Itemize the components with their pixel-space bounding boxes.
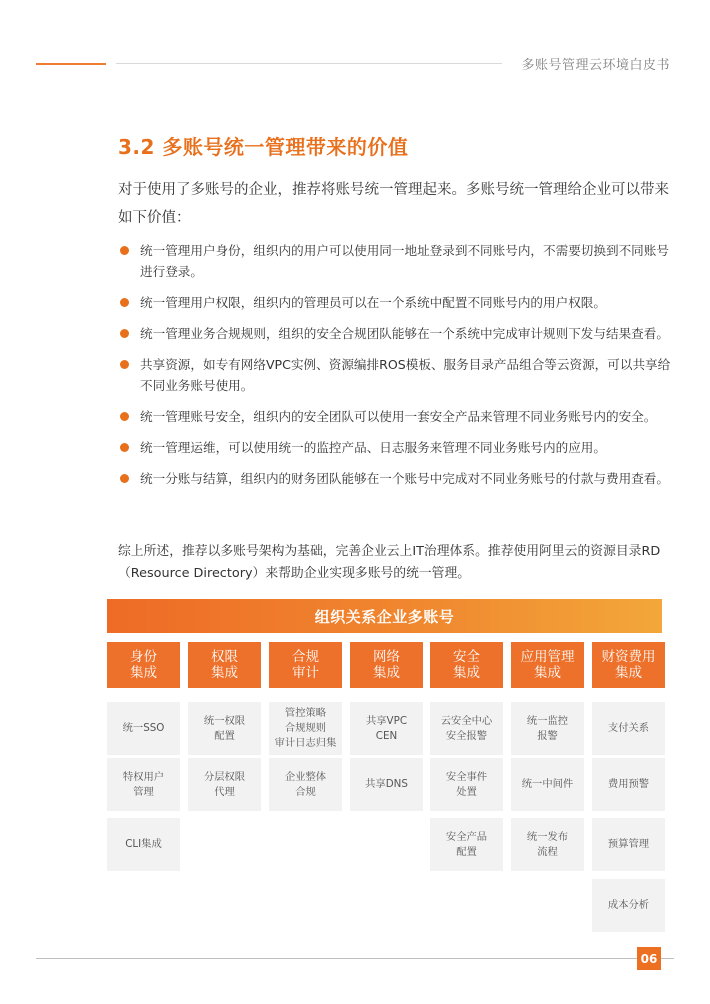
category-header: 网络 集成 bbox=[350, 642, 423, 688]
page-number: 06 bbox=[637, 947, 661, 970]
bullet-dot-icon bbox=[120, 474, 129, 483]
capability-cell: CLI集成 bbox=[107, 818, 180, 871]
intro-paragraph: 对于使用了多账号的企业，推荐将账号统一管理起来。多账号统一管理给企业可以带来如下价值： bbox=[118, 182, 669, 226]
capability-cell: 统一发布 流程 bbox=[511, 818, 584, 871]
value-list bbox=[118, 240, 674, 499]
list-item: 统一管理用户权限，组织内的管理员可以在一个系统中配置不同账号内的用户权限。 bbox=[118, 292, 674, 313]
capability-cell: 统一SSO bbox=[107, 702, 180, 755]
capability-cell: 特权用户 管理 bbox=[107, 758, 180, 811]
category-header: 应用管理 集成 bbox=[511, 642, 584, 688]
bullet-dot-icon bbox=[120, 443, 129, 452]
capability-cell: 管控策略 合规规则 审计日志归集 bbox=[269, 702, 342, 755]
capability-cell: 费用预警 bbox=[592, 758, 665, 811]
category-header: 安全 集成 bbox=[430, 642, 503, 688]
summary-paragraph: 综上所述，推荐以多账号架构为基础，完善企业云上IT治理体系。推荐使用阿里云的资源目录RD（Resource Directory）来帮助企业实现多账号的统一管理。 bbox=[118, 544, 661, 581]
capability-cell: 云安全中心 安全报警 bbox=[430, 702, 503, 755]
section-title: 3.2 多账号统一管理带来的价值 bbox=[118, 135, 409, 159]
list-item: 统一分账与结算，组织内的财务团队能够在一个账号中完成对不同业务账号的付款与费用查看。 bbox=[118, 468, 674, 489]
header-accent-line bbox=[36, 63, 106, 65]
category-header: 合规 审计 bbox=[269, 642, 342, 688]
capability-cell: 安全产品 配置 bbox=[430, 818, 503, 871]
list-item: 共享资源，如专有网络VPC实例、资源编排ROS模板、服务目录产品组合等云资源，可以共享给不同业务账号使用。 bbox=[118, 354, 674, 396]
capability-cell: 分层权限 代理 bbox=[188, 758, 261, 811]
capability-cell: 预算管理 bbox=[592, 818, 665, 871]
capability-cell: 统一中间件 bbox=[511, 758, 584, 811]
list-item: 统一管理账号安全，组织内的安全团队可以使用一套安全产品来管理不同业务账号内的安全。 bbox=[118, 406, 674, 427]
header-title: 多账号管理云环境白皮书 bbox=[521, 58, 670, 73]
capability-cell: 安全事件 处置 bbox=[430, 758, 503, 811]
bullet-dot-icon bbox=[120, 246, 129, 255]
category-header: 财资费用 集成 bbox=[592, 642, 665, 688]
list-item: 统一管理用户身份，组织内的用户可以使用同一地址登录到不同账号内，不需要切换到不同账号进行登录。 bbox=[118, 240, 674, 282]
bullet-dot-icon bbox=[120, 412, 129, 421]
capability-cell: 成本分析 bbox=[592, 879, 665, 932]
capability-cell: 共享VPC CEN bbox=[350, 702, 423, 755]
capability-cell: 共享DNS bbox=[350, 758, 423, 811]
capability-cell: 企业整体 合规 bbox=[269, 758, 342, 811]
category-header: 权限 集成 bbox=[188, 642, 261, 688]
bullet-dot-icon bbox=[120, 329, 129, 338]
list-item: 统一管理运维，可以使用统一的监控产品、日志服务来管理不同业务账号内的应用。 bbox=[118, 437, 674, 458]
capability-cell: 统一监控 报警 bbox=[511, 702, 584, 755]
header-divider-line bbox=[116, 63, 502, 64]
bullet-dot-icon bbox=[120, 298, 129, 307]
footer-divider-line bbox=[36, 958, 674, 959]
capability-cell: 统一权限 配置 bbox=[188, 702, 261, 755]
category-header: 身份 集成 bbox=[107, 642, 180, 688]
bullet-dot-icon bbox=[120, 360, 129, 369]
list-item: 统一管理业务合规规则，组织的安全合规团队能够在一个系统中完成审计规则下发与结果查看。 bbox=[118, 323, 674, 344]
capability-cell: 支付关系 bbox=[592, 702, 665, 755]
diagram-banner: 组织关系企业多账号 bbox=[107, 599, 662, 633]
